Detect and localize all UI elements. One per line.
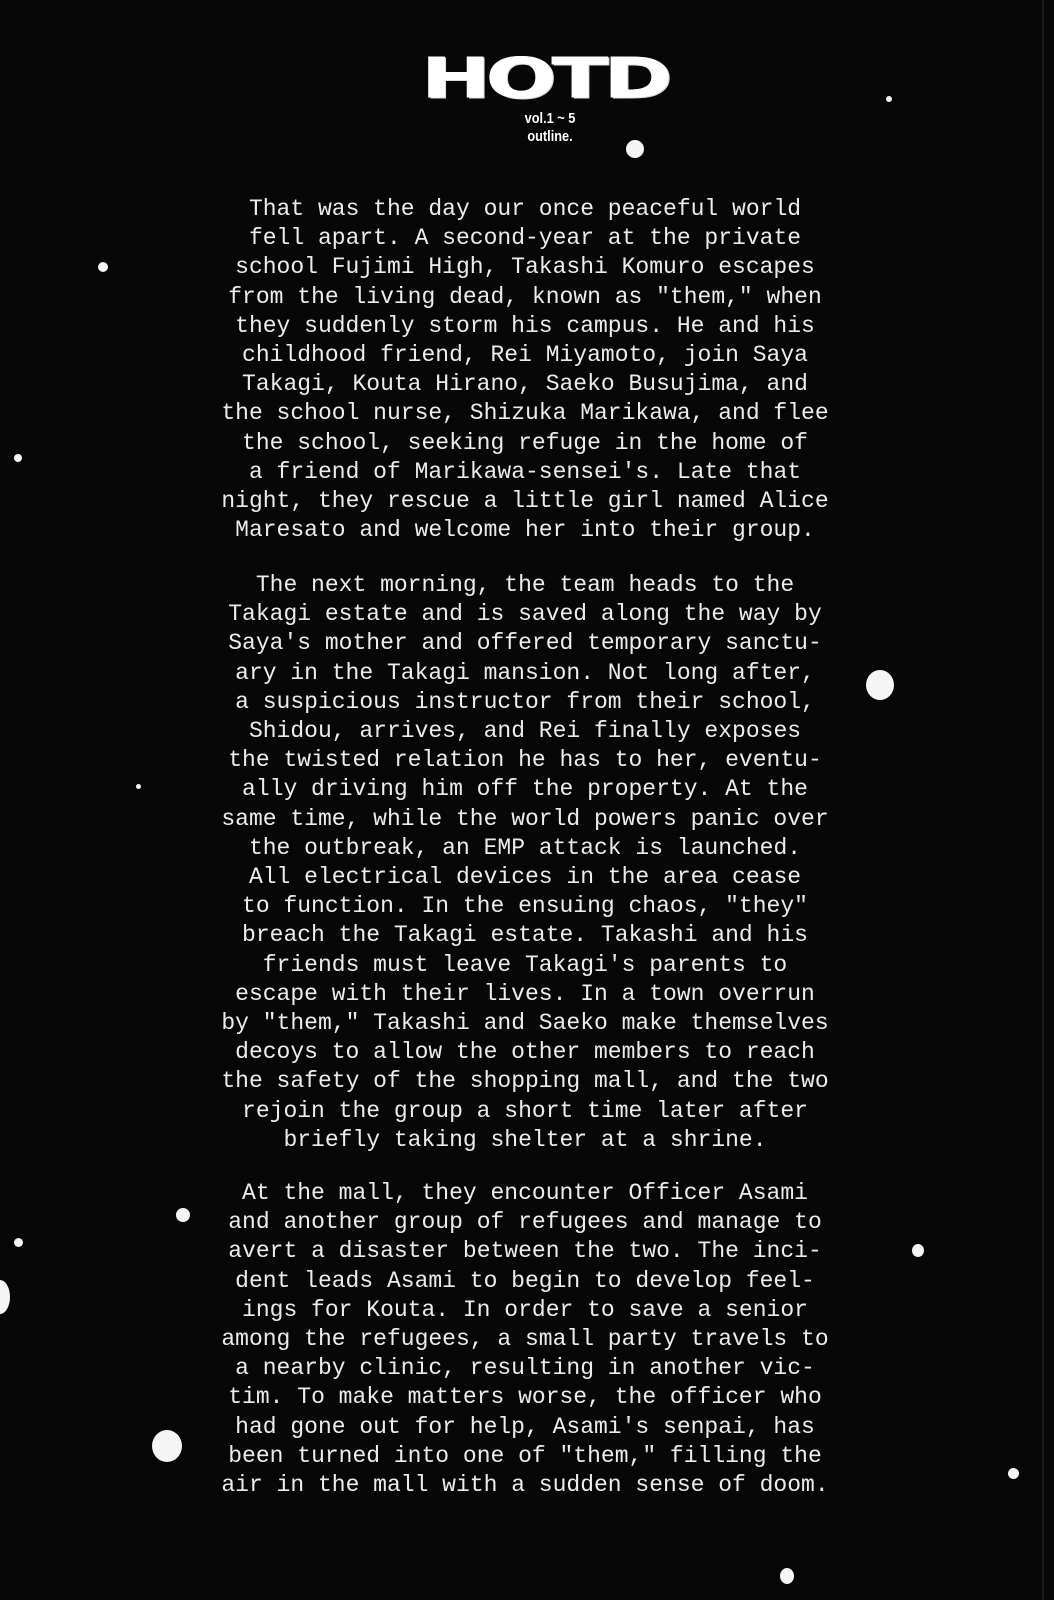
text-line: ings for Kouta. In order to save a senior [242,1296,808,1323]
dust-speck [98,262,108,272]
text-line: from the living dead, known as "them," when [228,283,822,310]
text-line: the school nurse, Shizuka Marikawa, and flee [221,400,829,427]
page-edge [1042,0,1044,1600]
series-logo: HOTD [421,45,669,111]
section-subtitle: outline. [527,128,573,145]
dust-speck [780,1568,794,1584]
text-line: dent leads Asami to begin to develop feel- [235,1267,815,1294]
dust-speck [912,1244,924,1257]
text-line: the twisted relation he has to her, eventu- [228,747,822,774]
dust-speck [152,1430,182,1462]
text-line: Takagi estate and is saved along the way by [228,601,822,628]
dust-speck [886,96,892,102]
text-line: At the mall, they encounter Officer Asami [242,1180,808,1206]
text-line: air in the mall with a sudden sense of doom. [221,1472,829,1499]
text-line: fell apart. A second-year at the private [248,225,802,252]
text-line: to function. In the ensuing chaos, "they" [242,893,808,920]
dust-speck [866,670,894,700]
text-line: night, they rescue a little girl named Alice [221,488,829,515]
text-line: a suspicious instructor from their school, [235,688,815,715]
text-line: Takagi, Kouta Hirano, Saeko Busujima, and [242,371,808,398]
text-line: breach the Takagi estate. Takashi and his [242,922,808,949]
text-line: Saya's mother and offered temporary sanctu- [228,630,822,657]
text-line: briefly taking shelter at a shrine. [283,1126,767,1153]
text-line: a friend of Marikawa-sensei's. Late that [248,458,802,485]
text-line: escape with their lives. In a town overrun [235,980,815,1007]
text-line: All electrical devices in the area cease [248,864,802,891]
volume-range: vol.1 ~ 5 [524,110,576,127]
text-line: the school, seeking refuge in the home of [242,429,808,456]
text-line: ary in the Takagi mansion. Not long after, [235,659,815,686]
text-line: ally driving him off the property. At the [242,776,808,803]
text-line: rejoin the group a short time later after [242,1097,808,1124]
header [380,42,670,145]
text-line: avert a disaster between the two. The inci- [228,1238,822,1265]
text-line: they suddenly storm his campus. He and his [235,312,815,339]
text-line: among the refugees, a small party travels to [221,1326,829,1353]
dust-speck [14,1238,23,1247]
paragraph-3 [180,1179,870,1500]
text-line: decoys to allow the other members to reach [235,1039,815,1066]
dust-speck [136,784,141,789]
paragraph-1 [180,195,870,545]
paragraph-2 [180,571,870,1155]
text-line: Maresato and welcome her into their group. [235,517,815,544]
text-line: The next morning, the team heads to the [255,572,795,598]
text-line: the outbreak, an EMP attack is launched. [248,834,802,861]
dust-speck [626,140,644,158]
text-line: been turned into one of "them," filling the [228,1442,822,1469]
text-line: tim. To make matters worse, the officer who [228,1384,822,1411]
text-line: by "them," Takashi and Saeko make themselves [221,1010,829,1037]
dust-speck [0,1280,10,1314]
text-line: and another group of refugees and manage to [228,1209,822,1236]
text-line: a nearby clinic, resulting in another vic- [235,1355,815,1382]
text-line: childhood friend, Rei Miyamoto, join Saya [242,342,808,369]
dust-speck [1008,1468,1019,1479]
text-line: Shidou, arrives, and Rei finally exposes [248,718,802,745]
dust-speck [176,1208,190,1222]
text-line: had gone out for help, Asami's senpai, has [235,1413,815,1440]
text-line: same time, while the world powers panic over [221,805,829,832]
dust-speck [14,454,22,462]
text-line: That was the day our once peaceful world [248,196,802,222]
text-line: school Fujimi High, Takashi Komuro escapes [235,254,815,281]
text-line: friends must leave Takagi's parents to [262,951,788,978]
text-line: the safety of the shopping mall, and the two [221,1068,829,1095]
